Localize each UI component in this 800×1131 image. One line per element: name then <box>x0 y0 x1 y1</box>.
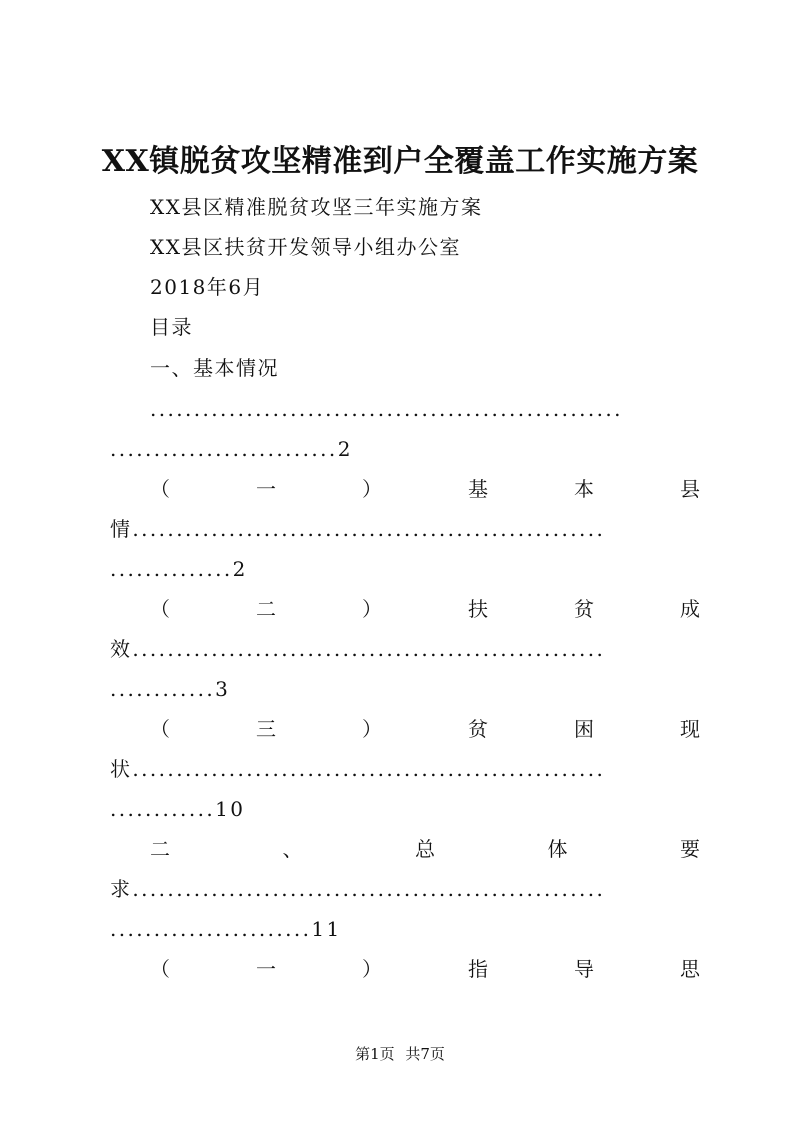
page-footer <box>0 1043 800 1065</box>
toc-entry-spread <box>150 714 700 744</box>
toc-char: （ <box>150 597 170 621</box>
toc-entry-dots <box>110 754 710 784</box>
toc-dots: ...................................................... <box>132 877 606 901</box>
toc-char: 成 <box>680 597 700 621</box>
toc-char: 导 <box>574 957 594 981</box>
toc-char: 一 <box>256 477 276 501</box>
toc-dots-page: ..............2 <box>110 557 248 581</box>
toc-dots: ...................................................... <box>132 637 606 661</box>
page-title: XX镇脱贫攻坚精准到户全覆盖工作实施方案 <box>101 144 699 179</box>
toc-char: 扶 <box>468 597 488 621</box>
page-number: 第1页 <box>355 1045 395 1063</box>
toc-char: 二 <box>256 597 276 621</box>
toc-char: 贫 <box>574 597 594 621</box>
toc-char: 一 <box>256 957 276 981</box>
toc-char: ） <box>362 717 382 741</box>
toc-char: 三 <box>256 717 276 741</box>
toc-entry-dots <box>110 634 710 664</box>
toc-entry-spread <box>150 834 700 864</box>
toc-char: 基 <box>468 477 488 501</box>
toc-char: 县 <box>680 477 700 501</box>
toc-dots: ...................................................... <box>132 757 606 781</box>
toc-char: （ <box>150 717 170 741</box>
toc-char: 现 <box>680 717 700 741</box>
toc-dots-page: .......................11 <box>110 917 342 941</box>
toc-char: ） <box>362 957 382 981</box>
toc-char: 指 <box>468 957 488 981</box>
toc-char: 、 <box>282 837 303 861</box>
toc-char: 二 <box>150 837 170 861</box>
toc-char: ） <box>362 477 382 501</box>
toc-char: 本 <box>574 477 594 501</box>
toc-dots: ...................................................... <box>150 397 623 421</box>
toc-dots-page: ............10 <box>110 797 246 821</box>
toc-section-1: 一、基本情况 <box>150 356 279 380</box>
toc-entry-dots <box>110 874 710 904</box>
toc-char: 要 <box>680 837 700 861</box>
toc-entry-dots <box>110 514 710 544</box>
toc-dots-page: ............3 <box>110 677 231 701</box>
subtitle-date: 2018年6月 <box>150 275 265 299</box>
page-total: 共7页 <box>405 1045 445 1063</box>
toc-lead: 情 <box>110 517 133 541</box>
toc-lead: 效 <box>110 637 133 661</box>
subtitle-office: XX县区扶贫开发领导小组办公室 <box>150 235 461 259</box>
toc-dots: ...................................................... <box>132 517 606 541</box>
toc-char: （ <box>150 957 170 981</box>
toc-char: 困 <box>574 717 594 741</box>
toc-char: （ <box>150 477 170 501</box>
toc-char: 体 <box>547 837 568 861</box>
toc-char: 思 <box>680 957 700 981</box>
toc-heading: 目录 <box>150 315 193 339</box>
toc-char: 总 <box>415 837 435 861</box>
toc-lead: 状 <box>110 757 133 781</box>
toc-entry-spread <box>150 954 700 984</box>
toc-entry-spread <box>150 474 700 504</box>
subtitle-plan: XX县区精准脱贫攻坚三年实施方案 <box>150 195 483 219</box>
toc-char: 贫 <box>468 717 488 741</box>
toc-char: ） <box>362 597 382 621</box>
toc-dots-page: ..........................2 <box>110 437 353 461</box>
toc-entry-spread <box>150 594 700 624</box>
toc-lead: 求 <box>110 877 133 901</box>
